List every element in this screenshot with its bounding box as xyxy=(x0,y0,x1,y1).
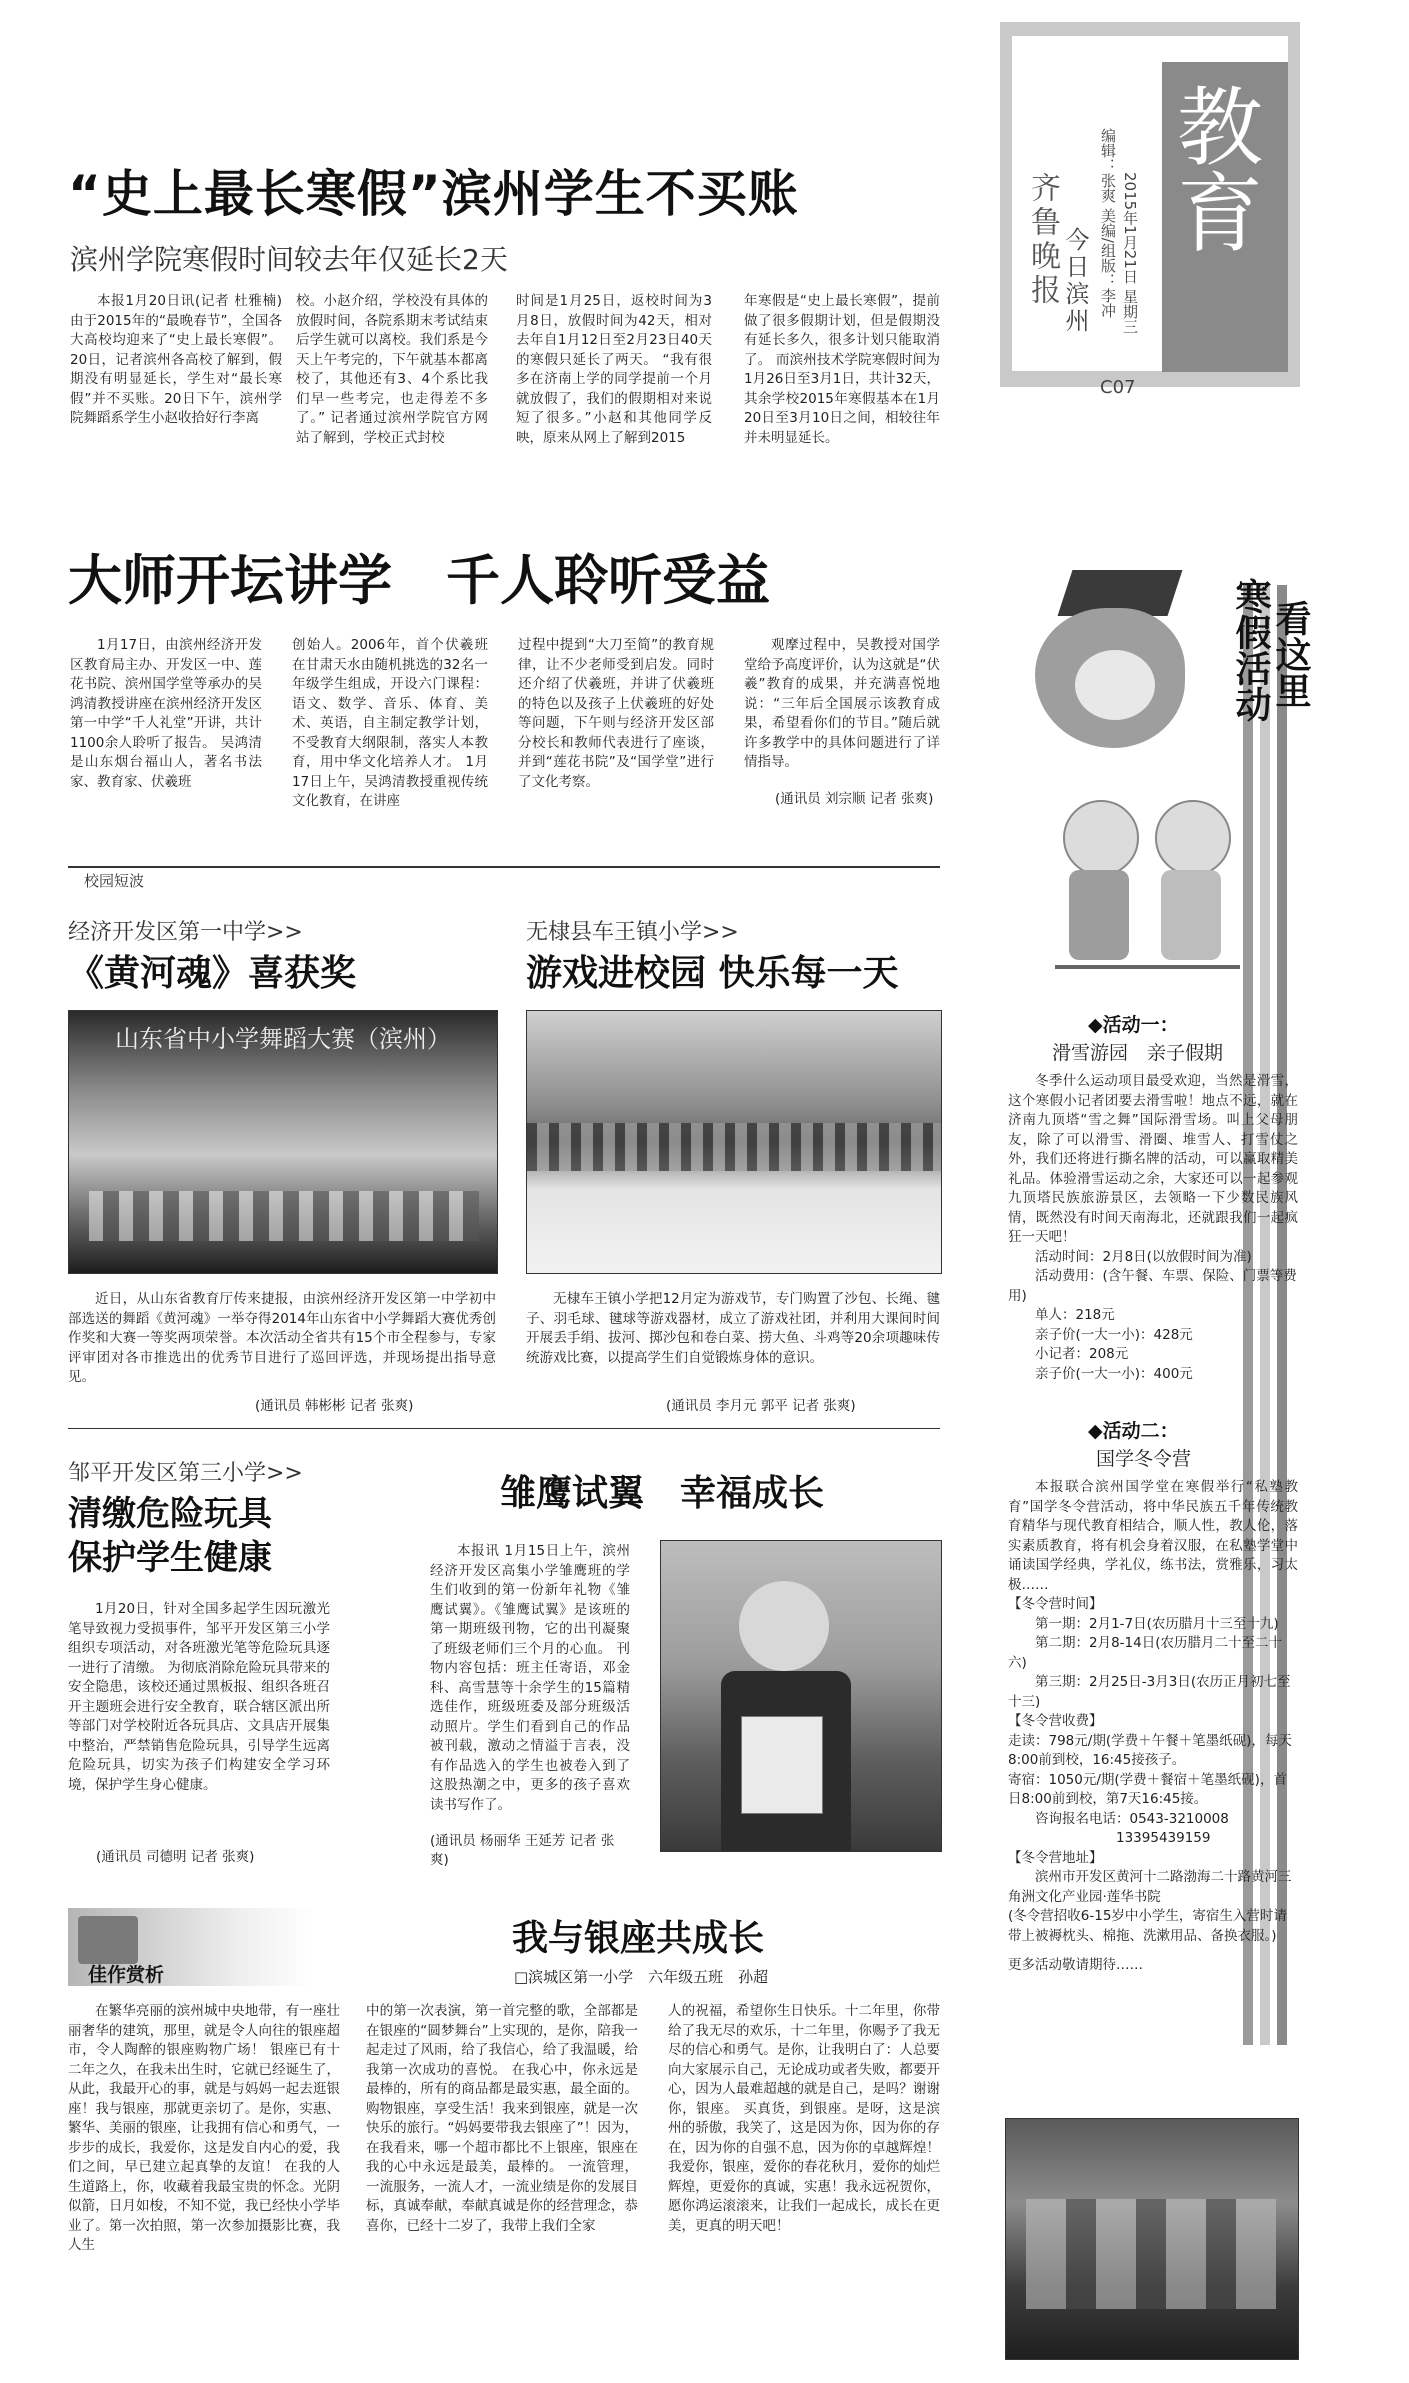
story4-headline: 游戏进校园 快乐每一天 xyxy=(526,953,899,994)
kid-right-head xyxy=(1155,800,1231,876)
camp-phone-1: 咨询报名电话：0543-3210008 xyxy=(1035,1810,1229,1827)
story1-col1: 本报1月20日讯(记者 杜雅楠) 由于2015年的“最晚春节”，全国各大高校均迎来了“史上最长寒假”。20日，记者滨州各高校了解到，假期没有明显延长，学生对“最长寒假”并不买账。20日下午，滨州学院舞蹈系学生小赵收拾好行李离 xyxy=(70,293,282,426)
kid-left-body xyxy=(1069,870,1129,960)
camp-session-3: 第三期：2月25日-3月3日(农历正月初七至十三) xyxy=(1008,1674,1291,1710)
story3-photo-banner: 山东省中小学舞蹈大赛（滨州） xyxy=(115,1025,451,1053)
story3-kicker: 经济开发区第一中学>> xyxy=(68,920,303,945)
story6-byline: (通讯员 杨丽华 王延芳 记者 张爽) xyxy=(430,1833,615,1868)
editors: 编辑：张爽 美编/组版：李冲 xyxy=(1099,128,1117,318)
story5-byline: (通讯员 司德明 记者 张爽) xyxy=(96,1849,255,1865)
camp-fee-board: 寄宿：1050元/期(学费＋餐宿＋笔墨纸砚)，首日8:00前到校，第7天16:45接。 xyxy=(1008,1771,1287,1807)
winter-activities-label: 寒假活动 xyxy=(1230,578,1271,722)
stage-dancers xyxy=(89,1191,479,1241)
story7-col2: 中的第一次表演，第一首完整的歌，全部都是在银座的“圆梦舞台”上实现的，是你，陪我一起走过了风雨，给了我信心，给了我温暖，给我第一次成功的喜悦。 在我心中，你永远是最棒的，所有的商品都是最实惠，最全面的。购物银座，享受生活！我来到银座，就是一次快乐的旅行。“妈妈要带我去银座了”！因为，在我看来，哪一个超市都比不上银座，银座在我的心中永远是最美，最棒的。 一流管理，一流服务，一流人才，一流业绩是你的发展目标，真诚奉献，奉献真诚是你的经营理念，恭喜你，已经十二岁了，我带上我们全家 xyxy=(366,2003,638,2234)
story4-photo xyxy=(526,1010,942,1274)
story2-col2: 创始人。2006年，首个伏羲班在甘肃天水由随机挑选的32名一年级学生组成，开设六门课程：语文、数学、音乐、体育、美术、英语，自主制定教学计划，不受教育大纲限制，落实人本教育，用中华文化培养人才。 1月17日上午，吴鸿清教授重视传统文化教育，在讲座 xyxy=(292,637,488,809)
story3-photo xyxy=(68,1010,498,1274)
story2-col1: 1月17日，由滨州经济开发区教育局主办、开发区一中、莲花书院、滨州国学堂等承办的吴鸿清教授讲座在滨州经济开发区第一中学“千人礼堂”开讲，共计1100余人聆听了报告。 吴鸿清是山东烟台福山人，著名书法家、教育家、伏羲班 xyxy=(70,637,262,790)
paper-name: 齐鲁晚报 xyxy=(1025,172,1060,308)
kid-left-head xyxy=(1063,800,1139,876)
ski-kids-image xyxy=(1055,800,1240,1000)
story6-body: 本报讯 1月15日上午，滨州经济开发区高集小学雏鹰班的学生们收到的第一份新年礼物《雏鹰试翼》。《雏鹰试翼》是该班的第一期班级刊物，它的出刊凝聚了班级老师们三个月的心血。 刊物内容包括：班主任寄语，邓金科、高雪慧等十余学生的15篇精选佳作，班级班委及部分班级活动照片。学生们看到自己的作品被刊载，激动之情溢于言表，没有作品选入的学生也被卷入到了这股热潮之中，更多的孩子喜欢读书写作了。 xyxy=(430,1543,630,1813)
story5-kicker: 邹平开发区第三小学>> xyxy=(68,1461,303,1486)
page-number: C07 xyxy=(1100,377,1136,398)
activity2-subtitle: 国学冬令营 xyxy=(1096,1448,1192,1470)
more-activities: 更多活动敬请期待…… xyxy=(1008,1957,1143,1973)
mascot-image xyxy=(1005,570,1205,755)
story5-headline-line2: 保护学生健康 xyxy=(68,1538,272,1578)
story2-headline: 大师开坛讲学 千人聆听受益 xyxy=(68,549,770,612)
camp-address-heading: 【冬令营地址】 xyxy=(1008,1849,1103,1866)
activity1-body: 冬季什么运动项目最受欢迎，当然是滑雪，这个寒假小记者团要去滑雪啦！地点不远，就在济南九顶塔“雪之舞”国际滑雪场。叫上父母朋友，除了可以滑雪、滑圈、堆雪人、打雪仗之外，我们还将进行撕名牌的活动，可以赢取精美礼品。体验滑雪运动之余，大家还可以一起参观九顶塔民族旅游景区，去领略一下少数民族风情，既然没有时间天南海北，还就跟我们一起疯狂一天吧！ xyxy=(1008,1073,1298,1245)
activity1-price1: 单人：218元 xyxy=(1035,1307,1115,1323)
activity2-body: 本报联合滨州国学堂在寒假举行“私塾教育”国学冬令营活动，将中华民族五千年传统教育精华与现代教育相结合，顺人性，教人伦，落实素质教育，将有机会身着汉服，在私塾学堂中诵读国学经典，学礼仪，练书法，赏雅乐，习太极…… xyxy=(1008,1479,1298,1593)
children-reading xyxy=(1026,2199,1276,2309)
camp-time-heading: 【冬令营时间】 xyxy=(1008,1596,1103,1612)
section-title: 教育 xyxy=(1162,82,1262,254)
story2-col4: 观摩过程中，吴教授对国学堂给予高度评价，认为这就是“伏羲”教育的成果，并充满喜悦地说：“三年后全国展示该教育成果，希望看你们的节目。”随后就许多教学中的具体问题进行了详情指导。 xyxy=(744,637,940,770)
story2-col3: 过程中提到“大刀至简”的教育规律，让不少老师受到启发。同时还介绍了伏羲班，并讲了伏羲班的特色以及孩子上伏羲班的好处等问题，下午则与经济开发区部分校长和教师代表进行了座谈，并到“莲花书院”及“国学堂”进行了文化考察。 xyxy=(518,637,714,790)
story1-col3: 时间是1月25日，返校时间为3月8日，放假时间为42天，相对去年自1月12日至2月23日40天的寒假只延长了两天。 “我有很多在济南上学的同学提前一个月就放假了，我们的假期相对来说短了很多。”小赵和其他同学反映，原来从网上了解到2015 xyxy=(516,293,712,446)
activity1-fee: 活动费用：(含午餐、车票、保险、门票等费用) xyxy=(1008,1268,1297,1304)
story1-subhead: 滨州学院寒假时间较去年仅延长2天 xyxy=(70,243,508,276)
story3-byline: (通讯员 韩彬彬 记者 张爽) xyxy=(255,1398,414,1414)
camp-note: (冬令营招收6-15岁中小学生，寄宿生入营时请带上被褥枕头、棉拖、洗漱用品、备换衣服。) xyxy=(1008,1908,1287,1944)
ski-poles xyxy=(1055,965,1240,969)
sidebar-photo xyxy=(1005,2118,1299,2360)
feather-icon xyxy=(78,1916,138,1964)
camp-session-2: 第二期：2月8-14日(农历腊月二十至二十六) xyxy=(1008,1635,1282,1671)
story6-photo xyxy=(660,1540,942,1852)
brief-label: 校园短波 xyxy=(84,872,145,890)
camp-fee-heading: 【冬令营收费】 xyxy=(1008,1713,1103,1729)
story7-author: □滨城区第一小学 六年级五班 孙超 xyxy=(514,1968,769,1986)
story1-col4: 年寒假是“史上最长寒假”，提前做了很多假期计划，但是假期没有延长多久，很多计划只能取消了。 而滨州技术学院寒假时间为1月26日至3月1日，共计32天，其余学校2015年寒假基本在1月20日至3月10日之间，相较往年并未明显延长。 xyxy=(744,293,940,446)
brief-divider xyxy=(68,866,940,868)
story4-body: 无棣车王镇小学把12月定为游戏节，专门购置了沙包、长绳、毽子、羽毛球、毽球等游戏器材，成立了游戏社团，并利用大课间时间开展丢手绢、拔河、掷沙包和卷白菜、捞大鱼、斗鸡等20余项趣味传统游戏比赛，以提高学生们自觉锻炼身体的意识。 xyxy=(526,1291,940,1366)
playground-crowd xyxy=(527,1123,941,1171)
look-here-label: 看这里 xyxy=(1270,600,1311,708)
issue-date: 2015年1月21日 星期三 xyxy=(1121,172,1139,334)
magazine-cover xyxy=(741,1716,823,1814)
mid-divider xyxy=(68,1428,940,1429)
activity1-subtitle: 滑雪游园 亲子假期 xyxy=(1052,1042,1224,1064)
activity2-title: ◆活动二： xyxy=(1088,1420,1179,1442)
story3-headline: 《黄河魂》喜获奖 xyxy=(68,953,357,994)
story7-col1: 在繁华亮丽的滨州城中央地带，有一座壮丽奢华的建筑，那里，就是令人向往的银座超市，令人陶醉的银座购物广场！ 银座已有十二年之久，在我未出生时，它就已经诞生了，从此，我最开心的事，就是与妈妈一起去逛银座！我与银座，那就更亲切了。是你，实惠、繁华、美丽的银座，让我拥有信心和勇气，一步步的成长，我爱你，这是发自内心的爱，我们之间，早已建立起真挚的友谊！ 在我的人生道路上，你，收藏着我最宝贵的怀念。光阴似箭，日月如梭，不知不觉，我已经快小学毕业了。第一次拍照，第一次参加摄影比赛，我人生 xyxy=(68,2003,340,2253)
story4-byline: (通讯员 李月元 郭平 记者 张爽) xyxy=(666,1398,856,1414)
camp-address: 滨州市开发区黄河十二路渤海二十路黄河三角洲文化产业园·莲华书院 xyxy=(1008,1869,1292,1905)
activity1-price3: 小记者：208元 xyxy=(1035,1346,1129,1362)
story7-label-box xyxy=(68,1908,314,1986)
story7-label: 佳作赏析 xyxy=(88,1964,165,1986)
activity2-details xyxy=(1008,1478,1298,2063)
camp-session-1: 第一期：2月1-7日(农历腊月十三至十九) xyxy=(1035,1615,1279,1632)
story5-headline-line1: 清缴危险玩具 xyxy=(68,1494,272,1534)
story5-body: 1月20日，针对全国多起学生因玩激光笔导致视力受损事件，邹平开发区第三小学组织专项活动，对各班激光笔等危险玩具逐一进行了清缴。 为彻底消除危险玩具带来的安全隐患，该校还通过黑板报、组织各班召开主题班会进行安全教育，联合辖区派出所等部门对学校附近各玩具店、文具店开展集中整治，严禁销售危险玩具，引导学生远离危险玩具，切实为孩子们构建安全学习环境，保护学生身心健康。 xyxy=(68,1601,330,1793)
edition-name: 今日滨州 xyxy=(1061,227,1089,335)
story1-col2: 校。小赵介绍，学校没有具体的放假时间，各院系期末考试结束后学生就可以离校。我们系是今天上午考完的，下午就基本都离校了，其他还有3、4个系比我们早一些考完，也走得差不多了。” 记者通过滨州学院官方网站了解到，学校正式封校 xyxy=(296,293,488,446)
story4-kicker: 无棣县车王镇小学>> xyxy=(526,920,739,945)
camp-fee-day: 走读：798元/期(学费＋午餐＋笔墨纸砚)，每天8:00前到校，16:45接孩子。 xyxy=(1008,1732,1292,1768)
story7-headline: 我与银座共成长 xyxy=(512,1918,765,1959)
mascot-face xyxy=(1075,650,1155,720)
story1-headline: “史上最长寒假”滨州学生不买账 xyxy=(68,165,799,223)
activity1-details xyxy=(1008,1072,1298,1384)
student-figure xyxy=(739,1581,829,1671)
activity1-price4: 亲子价(一大一小)：400元 xyxy=(1035,1365,1193,1382)
story7-col3: 人的祝福，希望你生日快乐。十二年里，你带给了我无尽的欢乐，十二年里，你赐予了我无尽的信心和勇气。是你，让我明白了：人总要向大家展示自己，无论成功或者失败，都要开心，因为人最难超越的就是自己，是吗？谢谢你，银座。 买真货，到银座。是呀，这是滨州的骄傲，我笑了，这是因为你，因为你的存在，因为你的自强不息，因为你的卓越辉煌！ 我爱你，银座，爱你的春花秋月，爱你的灿烂辉煌，更爱你的真诚，实惠！我永远祝贺你，愿你鸿运滚滚来，让我们一起成长，成长在更美，更真的明天吧！ xyxy=(668,2003,940,2234)
activity1-title: ◆活动一： xyxy=(1088,1014,1179,1036)
kid-right-body xyxy=(1161,870,1221,960)
story3-body: 近日，从山东省教育厅传来捷报，由滨州经济开发区第一中学初中部选送的舞蹈《黄河魂》一举夺得2014年山东省中小学舞蹈大赛优秀创作奖和大赛一等奖两项荣誉。本次活动全省共有15个市全程参与，专家评审团对各市推选出的优秀节目进行了巡回评选，并现场提出指导意见。 xyxy=(68,1291,496,1385)
masthead xyxy=(1000,22,1300,398)
story6-headline: 雏鹰试翼 幸福成长 xyxy=(500,1473,825,1514)
activity1-time: 活动时间：2月8日(以放假时间为准) xyxy=(1035,1248,1252,1265)
activity1-price2: 亲子价(一大一小)：428元 xyxy=(1035,1326,1193,1343)
camp-phone-2: 13395439159 xyxy=(1116,1830,1211,1846)
story2-byline: (通讯员 刘宗顺 记者 张爽) xyxy=(775,791,934,807)
